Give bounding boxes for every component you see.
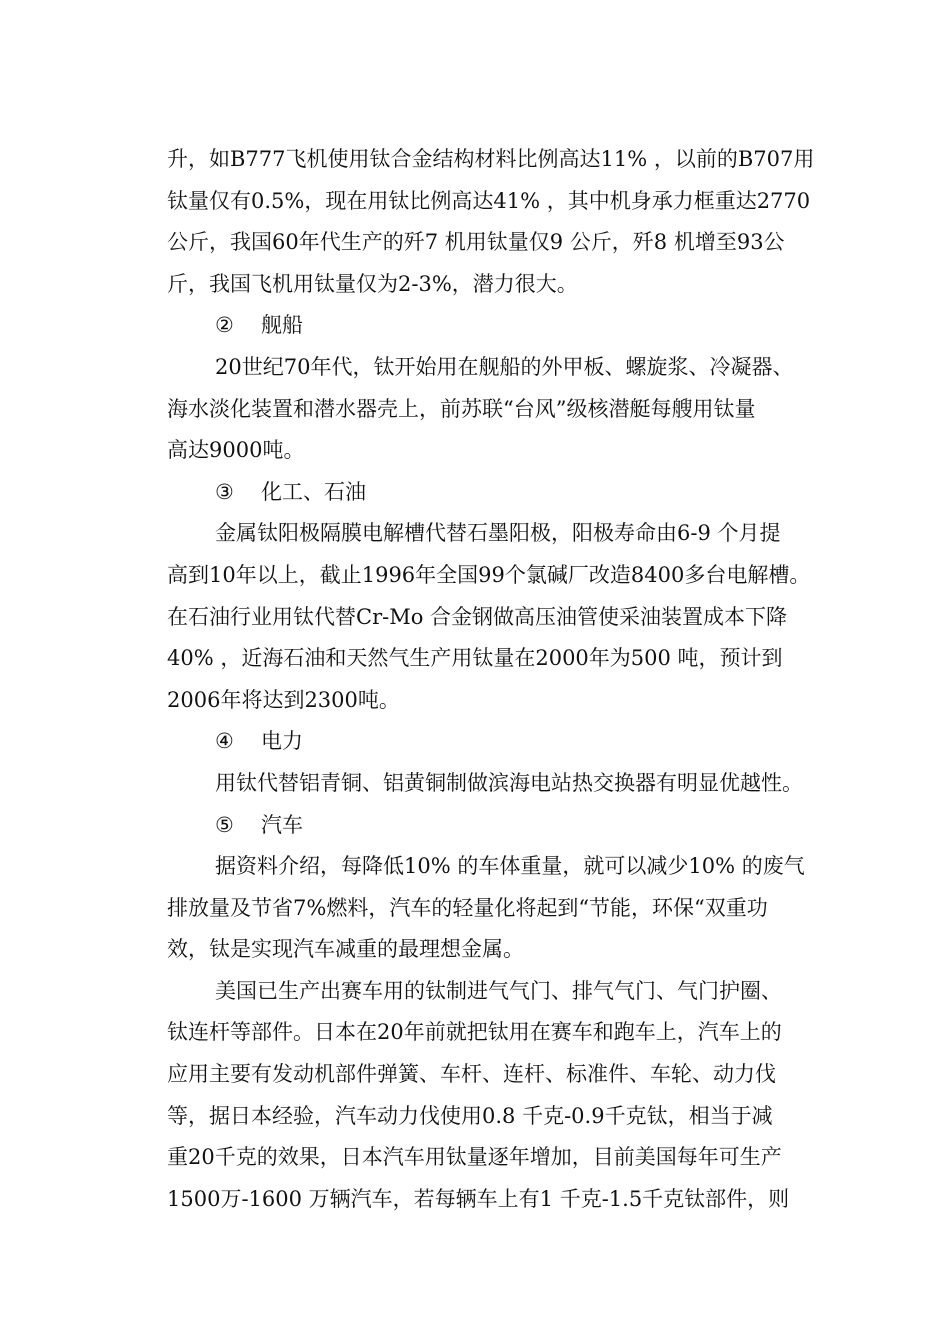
text-line: 20世纪70年代，钛开始用在舰船的外甲板、螺旋浆、冷凝器、	[215, 354, 794, 379]
section-title: 汽车	[261, 812, 303, 837]
section-number: ④	[215, 729, 234, 754]
text-line: 升，如B777飞机使用钛合金结构材料比例高达11% ，以前的B707用	[167, 147, 815, 171]
text-line: 斤，我国飞机用钛量仅为2-3%，潜力很大。	[167, 271, 578, 296]
paragraph-auto	[167, 846, 867, 971]
text-line: 美国已生产出赛车用的钛制进气气门、排气气门、气门护圈、	[215, 978, 782, 1003]
section-heading-ship	[167, 305, 867, 347]
paragraph-power	[167, 763, 867, 805]
text-line: 40% ，近海石油和天然气生产用钛量在2000年为500 吨，预计到	[167, 646, 783, 671]
section-number: ⑤	[215, 812, 234, 837]
text-line: 高到10年以上，截止1996年全国99个氯碱厂改造8400多台电解槽。	[167, 562, 811, 587]
text-line: 高达9000吨。	[167, 438, 305, 463]
text-line: 重20千克的效果，日本汽车用钛量逐年增加，目前美国每年可生产	[167, 1145, 782, 1170]
text-line: 2006年将达到2300吨。	[167, 687, 400, 712]
text-line: 钛量仅有0.5%，现在用钛比例高达41% ，其中机身承力框重达2770	[167, 188, 811, 213]
text-line: 1500万-1600 万辆汽车，若每辆车上有1 千克-1.5千克钛部件，则	[167, 1186, 790, 1211]
paragraph-chemical	[167, 513, 867, 721]
paragraph-aircraft	[167, 139, 867, 305]
text-line: 公斤，我国60年代生产的歼7 机用钛量仅9 公斤，歼8 机增至93公	[167, 230, 785, 255]
section-heading-chemical	[167, 472, 867, 514]
text-line: 效，钛是实现汽车减重的最理想金属。	[167, 937, 524, 962]
section-heading-auto	[167, 805, 867, 847]
section-title: 化工、石油	[261, 479, 366, 504]
text-line: 排放量及节省7%燃料，汽车的轻量化将起到“节能，环保“双重功	[167, 895, 768, 920]
section-title: 电力	[261, 729, 303, 754]
text-line: 在石油行业用钛代替Cr-Mo 合金钢做高压油管使采油装置成本下降	[167, 604, 788, 629]
section-number: ③	[215, 479, 234, 504]
text-line: 钛连杆等部件。日本在20年前就把钛用在赛车和跑车上，汽车上的	[167, 1020, 782, 1045]
section-heading-power	[167, 721, 867, 763]
paragraph-ship	[167, 347, 867, 472]
paragraph-us-japan	[167, 971, 867, 1221]
text-line: 海水淡化装置和潜水器壳上，前苏联“台风”级核潜艇每艘用钛量	[167, 396, 756, 421]
text-line: 应用主要有发动机部件弹簧、车杆、连杆、标准件、车轮、动力伐	[167, 1062, 776, 1087]
text-line: 金属钛阳极隔膜电解槽代替石墨阳极，阳极寿命由6-9 个月提	[215, 521, 781, 546]
document-body	[167, 139, 867, 1220]
text-line: 等，据日本经验，汽车动力伐使用0.8 千克-0.9千克钛，相当于减	[167, 1103, 773, 1128]
section-number: ②	[215, 313, 234, 338]
text-line: 用钛代替铝青铜、铝黄铜制做滨海电站热交换器有明显优越性。	[215, 770, 803, 795]
section-title: 舰船	[261, 313, 303, 338]
text-line: 据资料介绍，每降低10% 的车体重量，就可以减少10% 的废气	[215, 854, 805, 879]
